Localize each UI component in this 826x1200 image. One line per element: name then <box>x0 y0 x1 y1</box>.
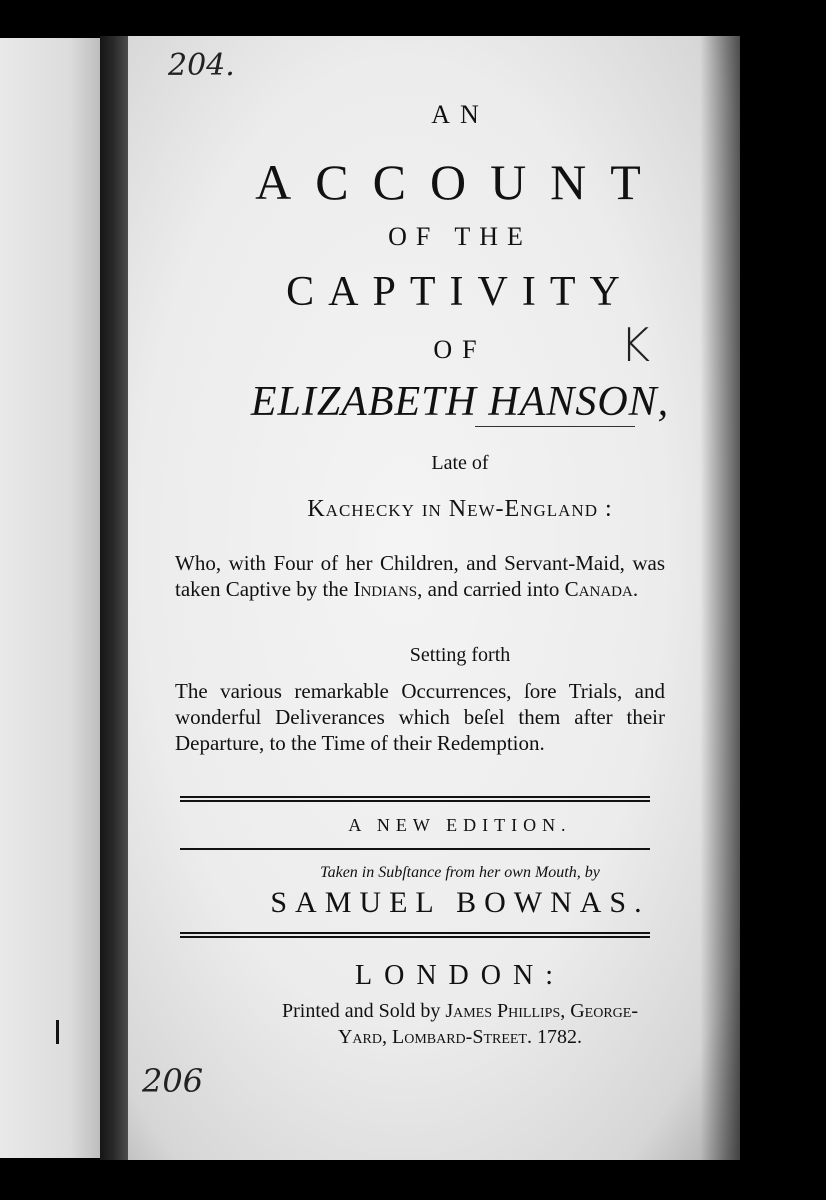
imprint-year: 1782. <box>532 1026 582 1048</box>
description-text-1: Who, with Four of her Children, and Servant-Maid, was taken Captive by the <box>175 551 665 601</box>
imprint-line-1 <box>130 1000 790 1023</box>
setting-forth: Setting forth <box>409 644 511 666</box>
handwritten-margin-letter: K <box>620 318 651 372</box>
description-paragraph <box>175 550 665 602</box>
edition-line: A NEW EDITION. <box>348 815 572 835</box>
source-line: Taken in Subſtance from her own Mouth, by <box>320 864 600 881</box>
single-rule <box>180 848 650 850</box>
double-rule-top <box>180 796 650 802</box>
handwritten-top-number: 204. <box>168 48 235 83</box>
imprint-printed-sold: Printed and Sold by <box>281 1000 446 1022</box>
imprint-city: LONDON: <box>355 960 565 991</box>
imprint-printer: James Phillips, George- <box>445 1000 639 1022</box>
author-name: SAMUEL BOWNAS. <box>270 886 650 919</box>
details-paragraph: The various remarkable Occurrences, ſore Trials, and wonderful Deliverances which beſel them after their Departure, to the Time of their Redemption. <box>175 679 665 755</box>
left-page-edge <box>0 38 100 1158</box>
name-underline <box>475 426 635 427</box>
late-of: Late of <box>431 452 489 474</box>
imprint-line-2 <box>130 1026 790 1049</box>
title-of: OF <box>433 335 487 364</box>
double-rule-bottom <box>180 932 650 938</box>
description-indians: Indians, <box>353 577 423 601</box>
title-captivity: CAPTIVITY <box>286 269 634 315</box>
description-text-2: and carried into <box>422 577 565 601</box>
description-canada: Canada. <box>564 577 639 601</box>
left-page-mark <box>56 1020 59 1044</box>
handwritten-bottom-number: 206 <box>142 1062 204 1100</box>
place-line: Kachecky in New-England : <box>307 496 613 522</box>
title-name: ELIZABETH HANSON, <box>250 379 670 425</box>
title-account: ACCOUNT <box>255 154 665 210</box>
title-of-the: OF THE <box>388 222 532 251</box>
title-an: AN <box>431 100 489 129</box>
imprint-address: Yard, Lombard-Street. <box>337 1026 532 1048</box>
